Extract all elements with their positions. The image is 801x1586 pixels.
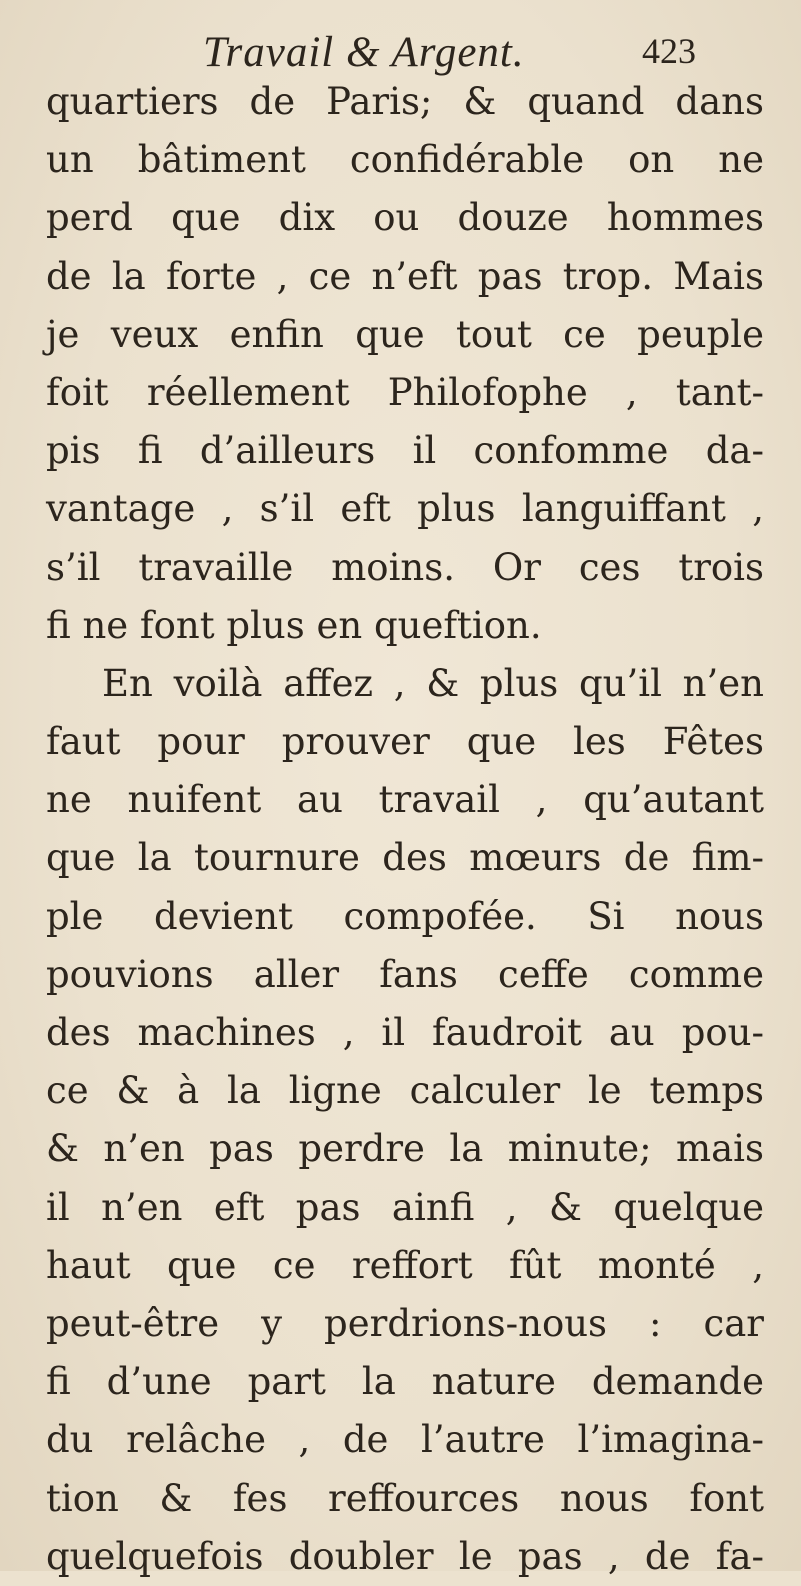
text-line: ne nuifent au travail , qu’autant: [46, 778, 764, 822]
text-line: haut que ce reffort fût monté ,: [46, 1243, 764, 1287]
text-line: du relâche , de l’autre l’imagina-: [46, 1418, 764, 1462]
text-line: foit réellement Philofophe , tant-: [46, 370, 764, 414]
body-text: [46, 73, 764, 1586]
text-line: ple devient compofée. Si nous: [46, 894, 764, 938]
text-line: pouvions aller fans ceffe comme: [46, 952, 764, 996]
paragraph-start-line: En voilà affez , & plus qu’il n’en: [102, 661, 764, 705]
text-line: quartiers de Paris; & quand dans: [46, 80, 764, 123]
page-number: 423: [642, 31, 696, 71]
text-line: fi d’une part la nature demande: [46, 1360, 764, 1404]
text-line: tion & fes reffources nous font: [46, 1476, 764, 1520]
text-line: peut-être y perdrions-nous : car: [46, 1301, 764, 1345]
page-header: [0, 28, 801, 78]
text-line: faut pour prouver que les Fêtes: [46, 720, 764, 764]
text-line: un bâtiment confidérable on ne: [46, 138, 764, 182]
running-title: Travail & Argent.: [203, 29, 525, 76]
text-line: vantage , s’il eft plus languiffant ,: [46, 487, 764, 531]
text-line: il n’en eft pas ainfi , & quelque: [46, 1185, 764, 1229]
text-line: & n’en pas perdre la minute; mais: [46, 1127, 764, 1171]
paragraph-end-line: fi ne font plus en queftion.: [46, 603, 542, 647]
text-line: perd que dix ou douze hommes: [46, 196, 764, 240]
text-line: pis fi d’ailleurs il confomme da-: [46, 429, 764, 473]
text-line: s’il travaille moins. Or ces trois: [46, 545, 764, 589]
text-line: que la tournure des mœurs de fim-: [46, 836, 764, 880]
text-line: ce & à la ligne calculer le temps: [46, 1069, 764, 1113]
text-line: de la forte , ce n’eft pas trop. Mais: [46, 254, 764, 298]
text-line: quelquefois doubler le pas , de fa-: [46, 1534, 764, 1578]
text-line: des machines , il faudroit au pou-: [46, 1011, 764, 1054]
text-line: je veux enfin que tout ce peuple: [46, 312, 764, 356]
